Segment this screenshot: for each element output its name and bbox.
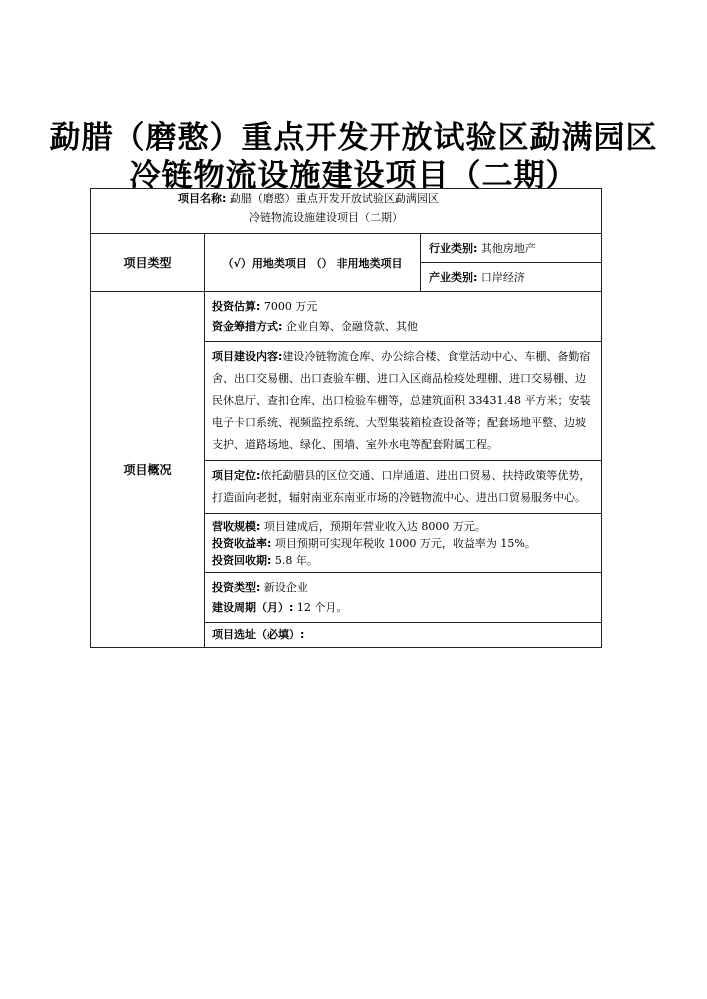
site-location-label: 项目选址（必填）: [212, 628, 305, 641]
positioning-label: 项目定位: [212, 469, 261, 482]
investment-estimate-label: 投资估算: [212, 300, 261, 313]
construction-content-section [205, 342, 602, 461]
project-type-row [91, 234, 602, 263]
investment-return-label: 投资收益率: [212, 537, 272, 550]
project-name-value-line2: 冷链物流设施建设项目（二期） [249, 211, 403, 224]
revenue-scale-value: 项目建成后，预期年营业收入达 8000 万元。 [263, 520, 486, 533]
industry-category-cell [421, 234, 602, 263]
site-section [205, 623, 602, 648]
revenue-scale-label: 营收规模: [212, 520, 261, 533]
document-title-line1: 勐腊（磨憨）重点开发开放试验区勐满园区 [49, 120, 658, 156]
construction-content-label: 项目建设内容: [212, 350, 283, 363]
project-name-row [91, 189, 602, 234]
funding-method-value: 企业自筹、金融贷款、其他 [285, 320, 418, 333]
investment-type-value: 新设企业 [263, 581, 308, 594]
investment-row [91, 292, 602, 342]
project-info-table [90, 188, 602, 648]
payback-period-label: 投资回收期: [212, 554, 272, 567]
sector-category-cell [421, 263, 602, 292]
sector-category-value: 口岸经济 [480, 271, 525, 284]
construction-period-label: 建设周期（月）: [212, 601, 294, 614]
revenue-section [205, 514, 602, 573]
investment-return-value: 项目预期可实现年税收 1000 万元，收益率为 15%。 [274, 537, 536, 550]
investment-type-section [205, 573, 602, 623]
investment-type-label: 投资类型: [212, 581, 261, 594]
project-name-cell [91, 189, 602, 234]
project-name-label: 项目名称: [178, 192, 227, 205]
construction-period-value: 12 个月。 [296, 601, 348, 614]
project-name-value-line1: 勐腊（磨憨）重点开发开放试验区勐满园区 [229, 192, 439, 205]
project-overview-label: 项目概况 [91, 292, 205, 648]
payback-period-value: 5.8 年。 [274, 554, 318, 567]
construction-content-value: 建设冷链物流仓库、办公综合楼、食堂活动中心、车棚、备勤宿舍、出口交易棚、出口查验车棚、进口入区商品检疫处理棚、进口交易棚、边民休息厅、查扣仓库、出口检验车棚等，总建筑面积 33431.48 平方米；安装电子卡口系统、视频监控系统、大型集装箱检查设备等；配套场地平整、边坡支护、道路场地、绿化、围墙、室外水电等配套附属工程。 [212, 350, 591, 451]
investment-section [205, 292, 602, 342]
positioning-value: 依托勐腊县的区位交通、口岸通道、进出口贸易、扶持政策等优势，打造面向老挝，辐射南亚东南亚市场的冷链物流中心、进出口贸易服务中心。 [212, 469, 591, 504]
positioning-section [205, 461, 602, 514]
project-type-label: 项目类型 [91, 234, 205, 292]
investment-estimate-value: 7000 万元 [263, 300, 318, 313]
land-use-selection: （√）用地类项目 （） 非用地类项目 [205, 234, 421, 292]
industry-category-label: 行业类别: [429, 242, 478, 255]
industry-category-value: 其他房地产 [480, 242, 536, 255]
document-title-line2: 冷链物流设施建设项目（二期） [129, 158, 578, 194]
sector-category-label: 产业类别: [429, 271, 478, 284]
funding-method-label: 资金筹措方式: [212, 320, 283, 333]
